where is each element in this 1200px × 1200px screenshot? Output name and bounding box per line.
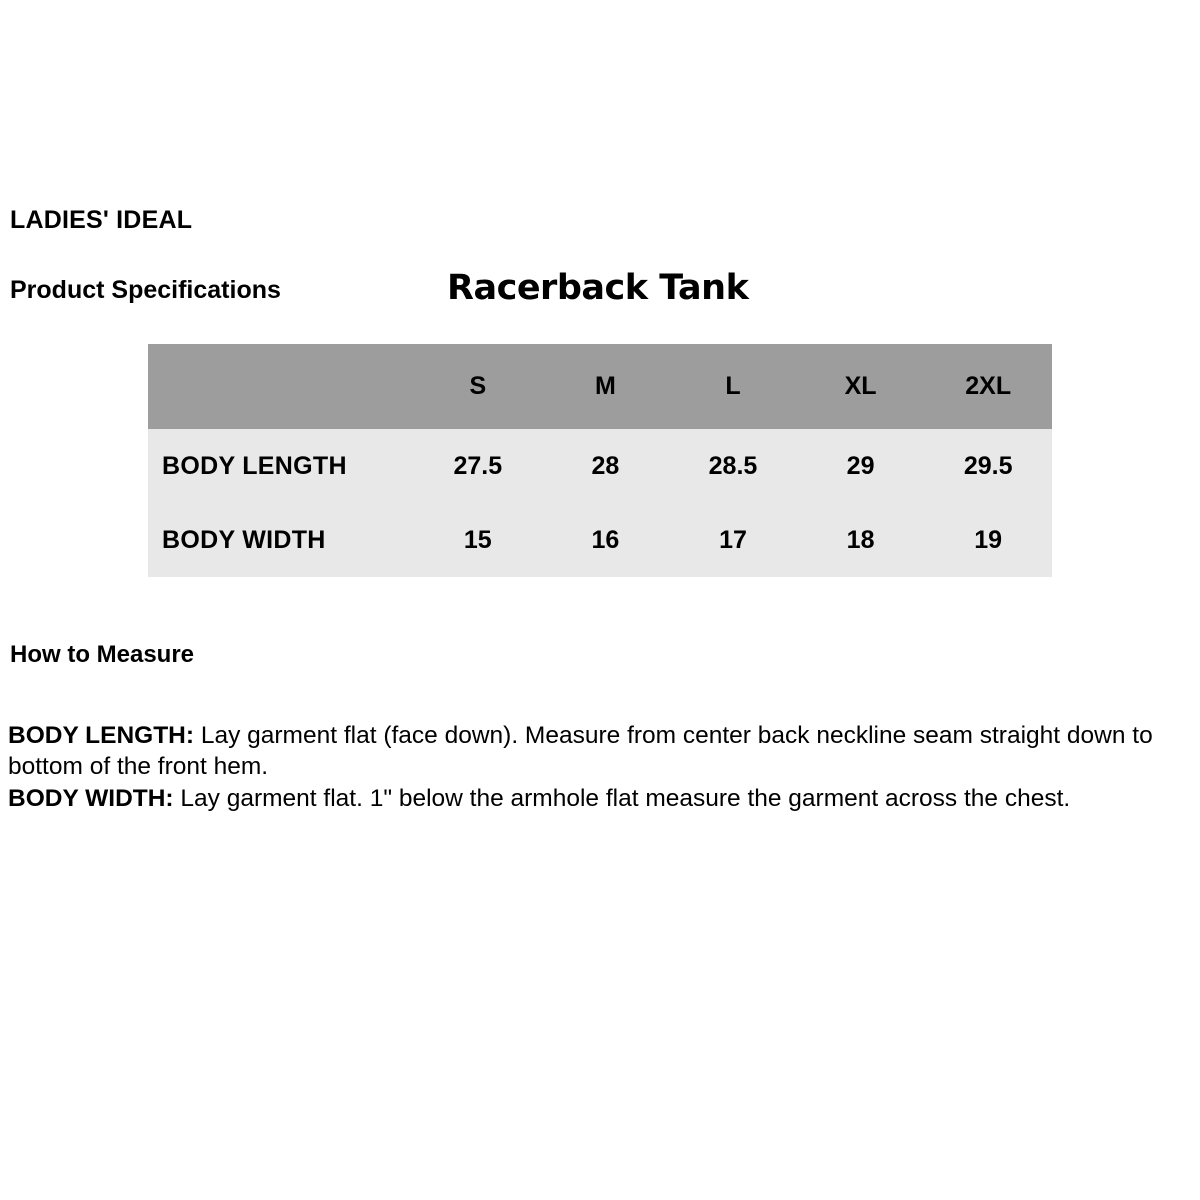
- column-header-m: M: [594, 372, 616, 400]
- cell-body-width-xl: 18: [846, 525, 875, 554]
- table-header: [148, 344, 1052, 429]
- cell-body-width-l: 17: [719, 525, 747, 554]
- row-label-body-length: BODY LENGTH: [162, 451, 347, 480]
- column-header-xl: XL: [844, 372, 877, 400]
- cell-body-width-m: 16: [591, 525, 620, 554]
- how-to-measure-body: [8, 720, 1196, 814]
- measure-instruction-body-length: [8, 720, 1196, 783]
- cell-body-length-2xl: 29.5: [963, 451, 1013, 480]
- table-header-row: [148, 344, 1052, 429]
- measure-text-body-width: Lay garment flat. 1" below the armhole flat measure the garment across the chest.: [173, 784, 1071, 812]
- column-header-l: L: [725, 372, 741, 400]
- cell-body-length-l: 28.5: [708, 451, 758, 480]
- cell-body-length-s: 27.5: [453, 451, 503, 480]
- cell-body-width-s: 15: [463, 525, 492, 554]
- table-row: [148, 503, 1052, 577]
- measure-instruction-body-width: [8, 783, 1196, 814]
- measure-lead-body-length: BODY LENGTH:: [8, 722, 195, 749]
- product-name: Racerback Tank: [447, 268, 749, 308]
- brand-title: LADIES' IDEAL: [10, 206, 193, 234]
- product-specifications-label: Product Specifications: [10, 276, 281, 304]
- cell-body-length-xl: 29: [846, 451, 875, 480]
- cell-body-width-2xl: 19: [974, 525, 1003, 554]
- how-to-measure-title: How to Measure: [10, 641, 195, 668]
- column-header-s: S: [469, 372, 487, 400]
- measure-text-body-length: Lay garment flat (face down). Measure from center back neckline seam straight down to bottom of the front hem.: [8, 722, 1153, 781]
- row-label-body-width: BODY WIDTH: [162, 525, 326, 554]
- table-corner-cell: [148, 344, 414, 429]
- table-body: [148, 429, 1052, 577]
- size-specifications-table: [148, 344, 1052, 577]
- measure-lead-body-width: BODY WIDTH:: [8, 784, 174, 812]
- table-row: [148, 429, 1052, 503]
- column-header-2xl: 2XL: [965, 372, 1012, 400]
- cell-body-length-m: 28: [591, 451, 620, 480]
